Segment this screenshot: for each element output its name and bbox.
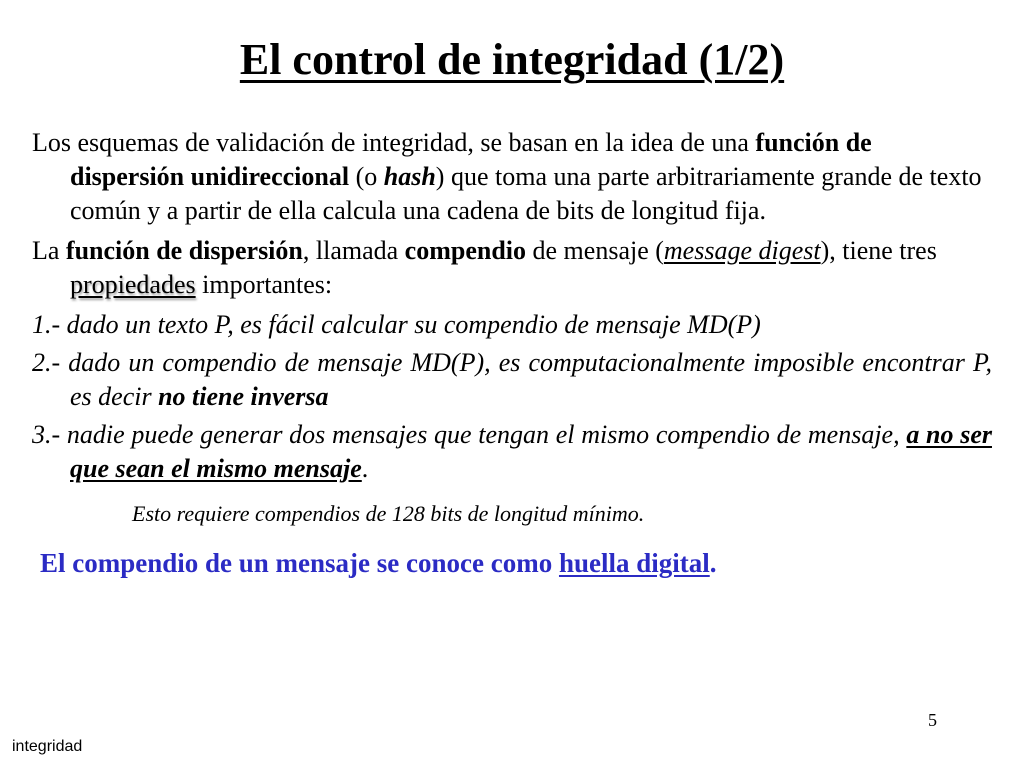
definition-paragraph (32, 234, 992, 302)
property-one (32, 308, 992, 342)
property-two (32, 346, 992, 414)
length-note: Esto requiere compendios de 128 bits de longitud mínimo. (132, 501, 645, 526)
property-three-period: . (361, 454, 369, 483)
term-message-digest: message digest (663, 236, 821, 265)
footer-label: integridad (12, 738, 83, 755)
page-number: 5 (928, 710, 937, 730)
intro-paragraph (32, 126, 992, 228)
property-two-emphasis: no tiene inversa (158, 382, 329, 411)
def-text-c: , llamada (302, 236, 405, 265)
intro-text-e: ) que toma una parte arbitrariamente grande de texto común y a partir de ella calcula una cadena de bits de longitud fija. (70, 162, 982, 225)
def-text-a: La (32, 236, 66, 265)
slide-title: El control de integridad (1/2) (239, 35, 785, 84)
term-properties: propiedades (70, 270, 196, 299)
fingerprint-text-a: El compendio de un mensaje se conoce como (40, 548, 559, 578)
term-hash-function: función de dispersión (65, 236, 303, 265)
term-fingerprint: huella digital (558, 548, 710, 578)
property-one-text: 1.- dado un texto P, es fácil calcular su compendio de mensaje MD(P) (32, 310, 761, 339)
term-hash: hash (383, 162, 436, 191)
property-three (32, 418, 992, 486)
fingerprint-statement (40, 546, 992, 580)
term-one-way-hash: función de dispersión unidireccional (70, 128, 872, 191)
property-three-text: 3.- nadie puede generar dos mensajes que tengan el mismo compendio de mensaje, (32, 420, 907, 449)
term-digest: compendio (404, 236, 527, 265)
property-two-text: 2.- dado un compendio de mensaje MD(P), es computacionalmente imposible encontrar P, es decir (32, 348, 992, 411)
def-text-e: de mensaje ( (526, 236, 664, 265)
def-text-g: ), tiene tres (820, 236, 937, 265)
property-three-emphasis: a no ser que sean el mismo mensaje (70, 420, 992, 483)
intro-text-c: (o (349, 162, 384, 191)
slide-body (32, 126, 992, 580)
fingerprint-period: . (709, 548, 717, 578)
def-text-i: importantes: (195, 270, 333, 299)
intro-text-a: Los esquemas de validación de integridad, se basan en la idea de una (32, 128, 756, 157)
